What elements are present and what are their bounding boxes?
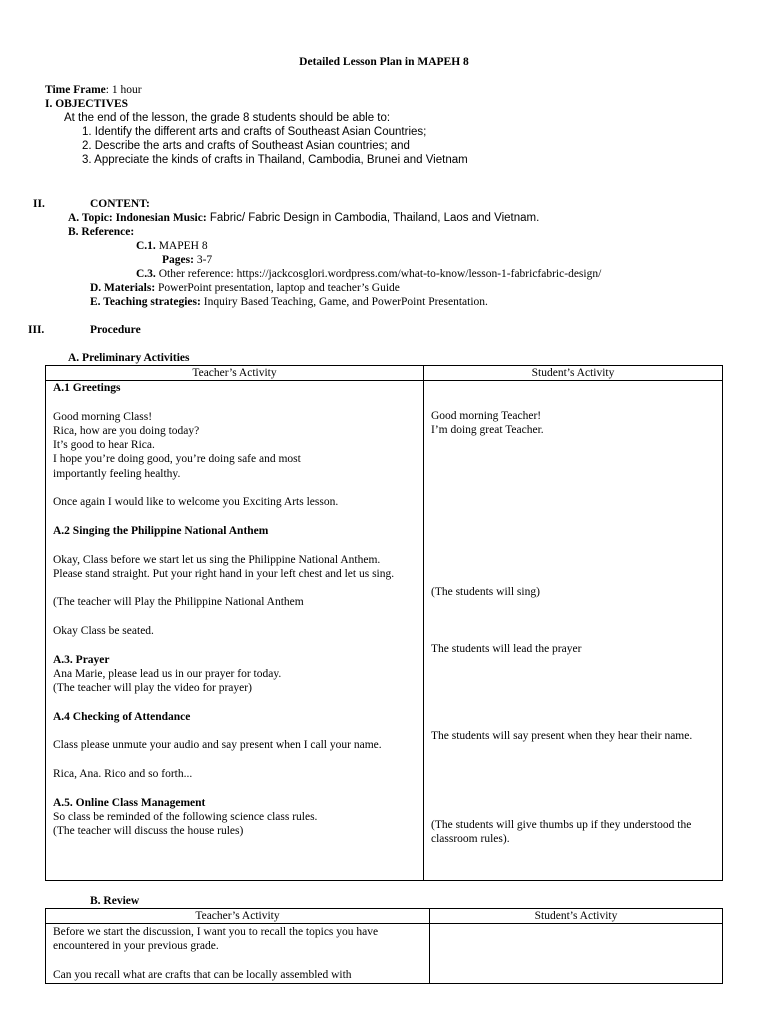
materials-label: D. Materials: [90, 282, 156, 294]
content-heading: CONTENT: [90, 198, 150, 210]
pages-label: Pages: [162, 254, 194, 266]
teacher-line: So class be reminded of the following science class rules. [53, 810, 318, 823]
student-attendance-response: The students will say present when they hear their name. [431, 730, 693, 742]
review-table [45, 908, 723, 984]
teacher-line: (The teacher will play the video for prayer) [53, 682, 252, 695]
objectives-intro: At the end of the lesson, the grade 8 students should be able to: [64, 112, 391, 124]
objective-item-2: 2. Describe the arts and crafts of Southeast Asian countries; and [82, 140, 410, 152]
c1-label: C.1. [136, 240, 156, 252]
column-divider [423, 366, 424, 880]
student-greeting-response [431, 409, 716, 438]
c1-value: MAPEH 8 [155, 240, 208, 252]
teacher-line: Okay, Class before we start let us sing the Philippine National Anthem. Please stand straight. Put your right hand in your left chest and let us sing. [53, 553, 395, 580]
preliminary-table [45, 365, 723, 881]
strategies-label: E. Teaching strategies: [90, 296, 201, 308]
student-line: Good morning Teacher! [431, 410, 542, 422]
teacher-line: (The teacher will Play the Philippine National Anthem [53, 596, 304, 609]
c3-label: C.3. [136, 268, 156, 280]
strategies-value: Inquiry Based Teaching, Game, and PowerPoint Presentation. [200, 296, 488, 308]
prayer-heading: A.3. Prayer [53, 653, 110, 666]
objective-item-3: 3. Appreciate the kinds of crafts in Thailand, Cambodia, Brunei and Vietnam [82, 154, 468, 166]
procedure-heading: Procedure [90, 324, 141, 336]
student-prayer-response: The students will lead the prayer [431, 643, 582, 655]
teacher-line: Before we start the discussion, I want you to recall the topics you have encountered in your previous grade. [53, 926, 379, 953]
pages-value: 3-7 [193, 254, 213, 266]
materials-value: PowerPoint presentation, laptop and teacher’s Guide [155, 282, 400, 294]
objective-item-1: 1. Identify the different arts and crafts of Southeast Asian Countries; [82, 126, 427, 138]
c3-value: Other reference: https://jackcosglori.wordpress.com/what-to-know/lesson-1-fabricfabric-design/ [155, 268, 602, 280]
teacher-column-header: Teacher’s Activity [192, 367, 277, 379]
greetings-heading: A.1 Greetings [53, 382, 121, 394]
teacher-line: Once again I would like to welcome you Exciting Arts lesson. [53, 496, 339, 509]
teacher-line: Ana Marie, please lead us in our prayer for today. [53, 667, 282, 680]
teacher-line: It’s good to hear Rica. [53, 439, 155, 452]
review-teacher-cell [53, 925, 423, 982]
teacher-column-header: Teacher’s Activity [195, 910, 280, 922]
time-frame-value: : 1 hour [105, 84, 142, 96]
header-divider [46, 923, 722, 924]
student-column-header: Student’s Activity [531, 367, 615, 379]
teacher-line: (The teacher will discuss the house rules) [53, 825, 244, 838]
preliminary-heading: A. Preliminary Activities [68, 352, 190, 364]
teacher-line: Rica, how are you doing today? [53, 424, 200, 437]
objectives-heading: I. OBJECTIVES [45, 98, 129, 110]
materials-line [90, 281, 400, 295]
teacher-line: Rica, Ana. Rico and so forth... [53, 768, 193, 781]
teacher-line: I hope you’re doing good, you’re doing safe and most importantly feeling healthy. [53, 453, 301, 480]
content-numeral: II. [33, 198, 45, 210]
reference-label: B. Reference: [68, 226, 135, 238]
student-column-header: Student’s Activity [534, 910, 618, 922]
topic-value: Fabric/ Fabric Design in Cambodia, Thailand, Laos and Vietnam. [206, 212, 540, 224]
page-title: Detailed Lesson Plan in MAPEH 8 [299, 56, 469, 68]
reference-c3 [136, 267, 601, 281]
attendance-heading: A.4 Checking of Attendance [53, 710, 191, 723]
student-sing-response: (The students will sing) [431, 586, 540, 598]
class-management-heading: A.5. Online Class Management [53, 796, 206, 809]
anthem-heading: A.2 Singing the Philippine National Anthem [53, 524, 269, 537]
teacher-line: Can you recall what are crafts that can be locally assembled with [53, 968, 352, 981]
strategies-line [90, 295, 488, 309]
teacher-line: Okay Class be seated. [53, 625, 154, 638]
time-frame-label: Time Frame [45, 84, 106, 96]
teacher-line: Class please unmute your audio and say present when I call your name. [53, 739, 382, 752]
reference-c1 [136, 239, 208, 253]
student-rules-response: (The students will give thumbs up if they understood the classroom rules). [431, 819, 692, 846]
teacher-line: Good morning Class! [53, 410, 153, 423]
topic-line [68, 211, 539, 225]
topic-label: A. Topic: Indonesian Music: [68, 212, 207, 224]
time-frame [45, 83, 142, 97]
reference-pages [162, 253, 212, 267]
student-line: I’m doing great Teacher. [431, 424, 544, 437]
procedure-numeral: III. [28, 324, 45, 336]
review-heading: B. Review [90, 895, 140, 907]
teacher-activity-cell [53, 381, 415, 839]
